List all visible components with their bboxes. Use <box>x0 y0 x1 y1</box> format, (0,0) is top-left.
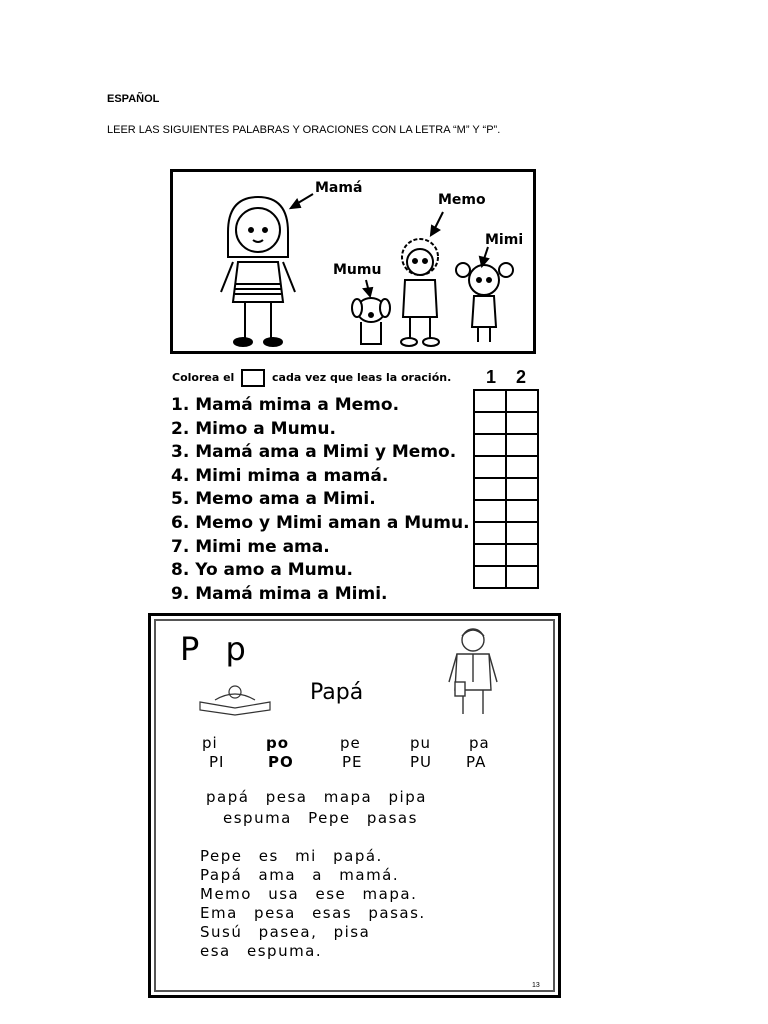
sentence: 5. Memo ama a Mimi. <box>171 489 376 510</box>
reading-check-box[interactable] <box>506 500 538 522</box>
subject-heading: ESPAÑOL <box>107 93 160 105</box>
book-reading-icon <box>195 680 275 716</box>
sentence: 9. Mamá mima a Mimi. <box>171 583 388 604</box>
p-sentence: Pepe es mi papá. <box>200 847 383 865</box>
reading-check-box[interactable] <box>506 566 538 588</box>
reading-check-box[interactable] <box>474 566 506 588</box>
syllable: PA <box>466 753 487 771</box>
p-sentence: Memo usa ese mapa. <box>200 885 418 903</box>
column-header-2: 2 <box>516 367 527 387</box>
p-sentence-list <box>200 847 426 961</box>
reading-check-box[interactable] <box>474 434 506 456</box>
p-sentence: Susú pasea, pisa <box>200 923 371 941</box>
syllable: pi <box>202 734 218 752</box>
word-line: papá pesa mapa pipa <box>206 788 427 806</box>
page-number: 13 <box>532 982 540 989</box>
syllable: pe <box>340 734 361 752</box>
syllable: pu <box>410 734 432 752</box>
reading-check-box[interactable] <box>506 434 538 456</box>
p-sentence: Papá ama a mamá. <box>200 866 400 884</box>
sentence: 1. Mamá mima a Memo. <box>171 395 400 415</box>
sentence: 7. Mimi me ama. <box>171 536 330 557</box>
sentence: 6. Memo y Mimi aman a Mumu. <box>171 512 470 533</box>
key-word: Papá <box>310 680 364 705</box>
father-illustration <box>443 622 503 722</box>
sentence: 8. Yo amo a Mumu. <box>171 560 354 581</box>
reading-check-box[interactable] <box>506 478 538 500</box>
reading-check-box[interactable] <box>474 478 506 500</box>
sentence: 2. Mimo a Mumu. <box>171 418 336 439</box>
colorea-pre: Colorea el <box>172 371 235 384</box>
letter-title: P p <box>180 630 254 668</box>
reading-check-box[interactable] <box>474 390 506 412</box>
sentence: 3. Mamá ama a Mimi y Memo. <box>171 442 457 463</box>
reading-check-box[interactable] <box>474 500 506 522</box>
reading-check-box[interactable] <box>506 412 538 434</box>
p-sentence: esa espuma. <box>200 942 323 960</box>
reading-check-box[interactable] <box>506 390 538 412</box>
label-mimi: Mimi <box>485 232 524 248</box>
colorea-post: cada vez que leas la oración. <box>272 371 452 384</box>
reading-check-box[interactable] <box>474 522 506 544</box>
reading-check-box[interactable] <box>506 544 538 566</box>
characters-illustration <box>170 169 536 354</box>
column-header-1: 1 <box>486 367 497 387</box>
colorea-instruction <box>172 369 451 387</box>
p-sentence: Ema pesa esas pasas. <box>200 904 426 922</box>
syllable: pa <box>469 734 490 752</box>
reading-check-box[interactable] <box>506 456 538 478</box>
syllable: po <box>266 734 290 752</box>
label-mama: Mamá <box>315 180 363 196</box>
syllable: PO <box>268 753 294 771</box>
label-mumu: Mumu <box>333 262 382 278</box>
syllable: PU <box>410 753 433 771</box>
reading-checkbox-grid <box>473 389 539 589</box>
syllable: PI <box>209 753 225 771</box>
reading-check-box[interactable] <box>474 412 506 434</box>
reading-check-box[interactable] <box>474 456 506 478</box>
instruction-text: LEER LAS SIGUIENTES PALABRAS Y ORACIONES CON LA LETRA “M” Y “P”. <box>107 124 501 136</box>
syllable: PE <box>342 753 363 771</box>
reading-check-box[interactable] <box>506 522 538 544</box>
word-line: espuma Pepe pasas <box>223 809 418 827</box>
checkbox-icon <box>241 369 265 387</box>
sentence-list <box>171 394 470 606</box>
sentence: 4. Mimi mima a mamá. <box>171 465 389 486</box>
label-memo: Memo <box>438 192 486 208</box>
reading-check-box[interactable] <box>474 544 506 566</box>
